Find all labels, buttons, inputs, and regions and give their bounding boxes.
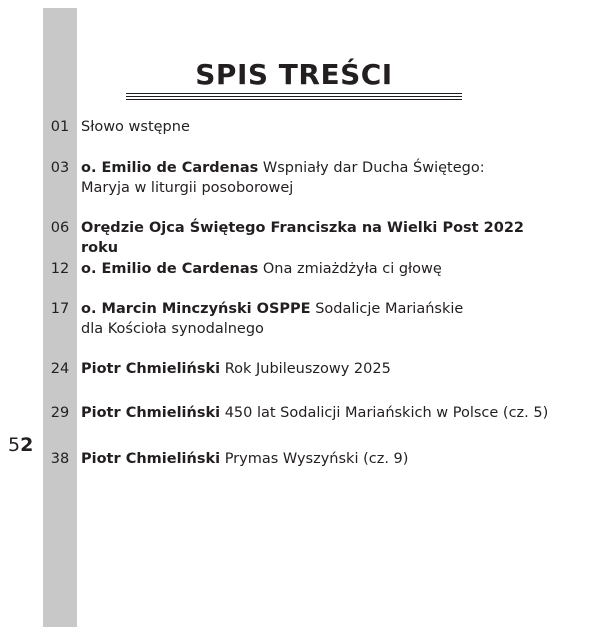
toc-page-number: 06 — [50, 220, 70, 236]
folio-digit-bold: 2 — [20, 434, 34, 456]
toc-entry-title: 450 lat Sodalicji Mariańskich w Polsce (cz. 5) — [224, 405, 549, 421]
toc-entry-author: o. Marcin Minczyński OSPPE — [81, 301, 311, 317]
toc-entry-title: Sodalicje Mariańskie dla Kościoła synodalnego — [81, 301, 464, 337]
toc-entry-title: Orędzie Ojca Świętego Franciszka na Wielki Post 2022 roku — [81, 220, 524, 256]
toc-entry-text — [81, 403, 571, 423]
toc-entry-author: o. Emilio de Cardenas — [81, 160, 259, 176]
toc-entry-title: Wspniały dar Ducha Świętego: Maryja w liturgii posoborowej — [81, 160, 485, 196]
toc-page-number: 29 — [50, 405, 70, 421]
toc-page-number: 03 — [50, 160, 70, 176]
toc-entry-text — [81, 359, 551, 379]
page-title: SPIS TREŚCI — [195, 58, 393, 91]
toc-entry-text — [81, 158, 536, 198]
toc-entry-text — [81, 259, 551, 279]
toc-entry-author: Piotr Chmieliński — [81, 451, 221, 467]
title-rule — [126, 93, 462, 94]
folio-digit-light: 5 — [8, 434, 21, 456]
toc-entry-text — [81, 449, 551, 469]
toc-page-number: 24 — [50, 361, 70, 377]
toc-entry-author: Piotr Chmieliński — [81, 361, 221, 377]
toc-page-number: 17 — [50, 301, 70, 317]
toc-entry-text — [81, 218, 551, 258]
toc-entry-author: Piotr Chmieliński — [81, 405, 221, 421]
toc-entry-title: Ona zmiażdżyła ci głowę — [262, 261, 442, 277]
toc-entry-author: o. Emilio de Cardenas — [81, 261, 259, 277]
toc-page-number: 01 — [50, 119, 70, 135]
title-rule — [126, 96, 462, 97]
folio-page-number — [8, 434, 33, 456]
toc-entry-title: Rok Jubileuszowy 2025 — [224, 361, 391, 377]
toc-entry-title: Słowo wstępne — [81, 119, 190, 135]
toc-page-number: 12 — [50, 261, 70, 277]
toc-page-number: 38 — [50, 451, 70, 467]
toc-entry-text — [81, 299, 481, 339]
toc-entry-title: Prymas Wyszyński (cz. 9) — [224, 451, 409, 467]
toc-entry-text — [81, 117, 551, 137]
title-rule — [126, 99, 462, 100]
